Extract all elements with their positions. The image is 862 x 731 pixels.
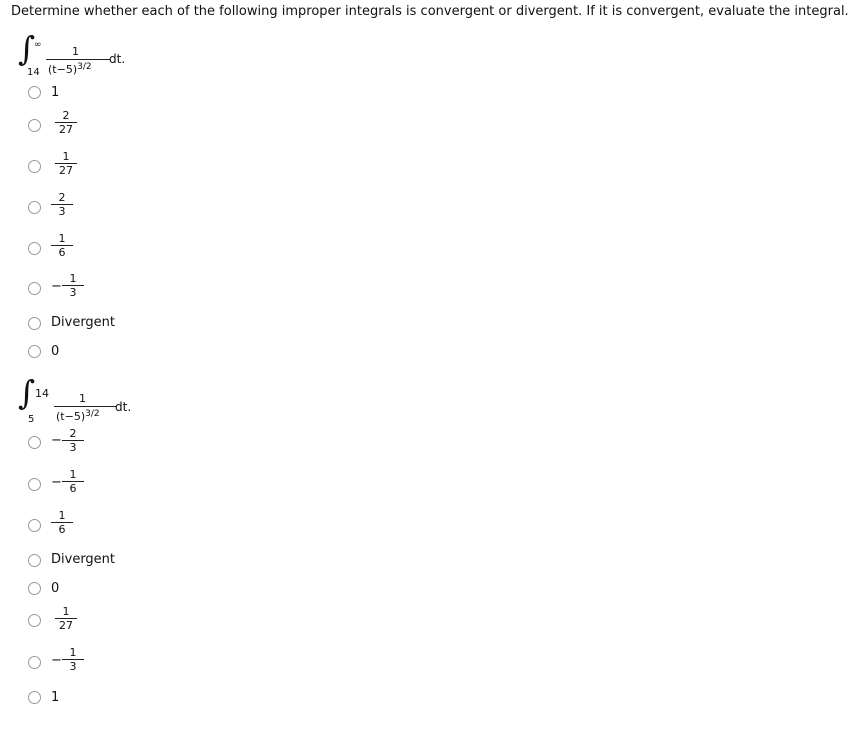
instructions: Determine whether each of the following improper integrals is convergent or divergent. If it is convergent, evaluate the integral. xyxy=(11,4,849,19)
radio-button[interactable] xyxy=(28,691,41,704)
minus-sign: − xyxy=(51,653,62,668)
integrand-denominator: $(t-5)^{3/2}$ xyxy=(56,409,100,423)
radio-button[interactable] xyxy=(28,345,41,358)
option-q2-2[interactable] xyxy=(28,469,208,503)
option-q2-1[interactable] xyxy=(28,428,208,462)
radio-button[interactable] xyxy=(28,656,41,669)
integral-2 xyxy=(14,373,144,430)
option-fraction: $\frac{1}{6}$ xyxy=(62,469,84,495)
option-text: 0 xyxy=(51,581,60,596)
radio-button[interactable] xyxy=(28,86,41,99)
minus-sign: − xyxy=(51,475,62,490)
differential: dt. xyxy=(115,400,132,414)
radio-button[interactable] xyxy=(28,519,41,532)
upper-limit: ∞ xyxy=(34,40,42,50)
option-fraction: $\frac{1}{3}$ xyxy=(62,647,84,673)
option-fraction: $\frac{1}{6}$ xyxy=(51,233,73,259)
radio-button[interactable] xyxy=(28,478,41,491)
option-q1-4[interactable] xyxy=(28,192,208,226)
option-q1-8[interactable] xyxy=(28,344,208,378)
integral-sign: ∫ xyxy=(18,373,36,412)
integral-sign: ∫ xyxy=(18,29,36,68)
option-q1-6[interactable] xyxy=(28,273,208,307)
upper-limit: 14 xyxy=(35,387,49,400)
fraction-bar xyxy=(54,406,116,407)
radio-button[interactable] xyxy=(28,554,41,567)
exponent: 3/2 xyxy=(85,409,100,419)
option-fraction: $\frac{1}{27}$ xyxy=(55,151,77,177)
differential: dt. xyxy=(109,52,126,66)
option-fraction: $\frac{2}{3}$ xyxy=(62,428,84,454)
option-fraction: $\frac{2}{3}$ xyxy=(51,192,73,218)
radio-button[interactable] xyxy=(28,242,41,255)
minus-sign: − xyxy=(51,433,62,448)
integral-1 xyxy=(14,29,144,86)
minus-sign: − xyxy=(51,279,62,294)
integrand-numerator: 1 xyxy=(72,45,79,58)
option-q2-3[interactable] xyxy=(28,510,208,544)
option-q1-5[interactable] xyxy=(28,233,208,267)
radio-button[interactable] xyxy=(28,436,41,449)
integrand-denominator: $(t-5)^{3/2}$ xyxy=(48,62,92,76)
option-text: Divergent xyxy=(51,552,116,567)
lower-limit: 5 xyxy=(28,414,35,425)
radio-button[interactable] xyxy=(28,317,41,330)
fraction-bar xyxy=(46,59,110,60)
integrand-numerator: 1 xyxy=(79,392,86,405)
exponent: 3/2 xyxy=(77,62,92,72)
option-text: 0 xyxy=(51,344,60,359)
option-fraction: $\frac{1}{3}$ xyxy=(62,273,84,299)
option-q2-6[interactable] xyxy=(28,606,208,640)
option-text: 1 xyxy=(51,690,60,705)
radio-button[interactable] xyxy=(28,160,41,173)
radio-button[interactable] xyxy=(28,282,41,295)
option-fraction: $\frac{1}{6}$ xyxy=(51,510,73,536)
radio-button[interactable] xyxy=(28,614,41,627)
option-text: 1 xyxy=(51,85,60,100)
lower-limit: 14 xyxy=(27,67,40,78)
option-q1-2[interactable] xyxy=(28,110,208,144)
radio-button[interactable] xyxy=(28,201,41,214)
option-fraction: $\frac{1}{27}$ xyxy=(55,606,77,632)
option-fraction: $\frac{2}{27}$ xyxy=(55,110,77,136)
option-q2-7[interactable] xyxy=(28,647,208,681)
option-q1-3[interactable] xyxy=(28,151,208,185)
radio-button[interactable] xyxy=(28,119,41,132)
option-text: Divergent xyxy=(51,315,116,330)
radio-button[interactable] xyxy=(28,582,41,595)
option-q2-8[interactable] xyxy=(28,690,208,724)
